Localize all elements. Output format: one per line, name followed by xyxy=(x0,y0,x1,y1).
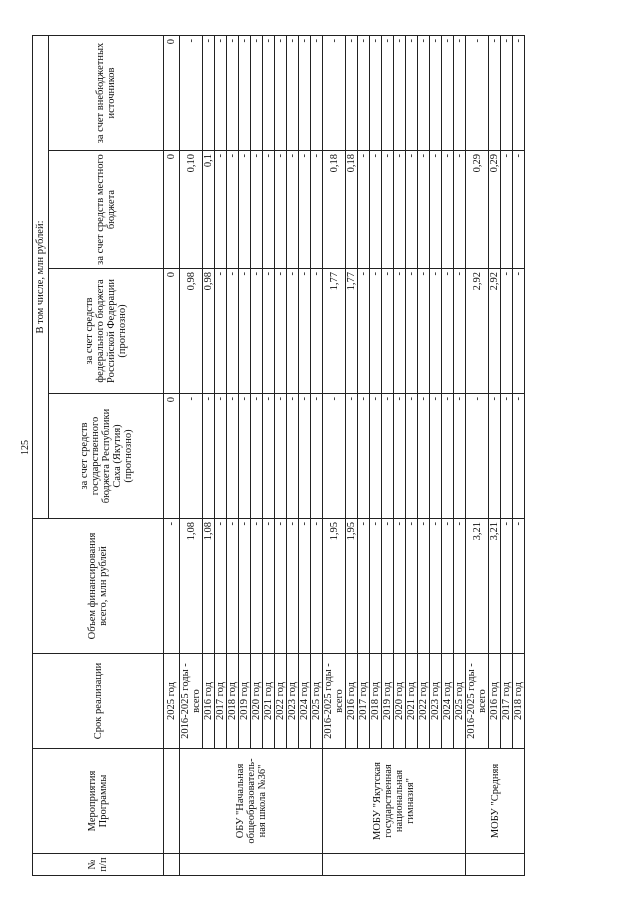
period-cell: 2022 год xyxy=(418,654,430,749)
period-cell: 2016 год xyxy=(346,654,358,749)
extra-cell: - xyxy=(215,35,227,150)
republic-cell: - xyxy=(358,394,370,519)
extra-cell: - xyxy=(323,35,346,150)
total-cell: - xyxy=(382,519,394,654)
local-cell: - xyxy=(287,151,299,269)
republic-cell: - xyxy=(454,394,466,519)
header-republic: за счет средств государственного бюджета Республики Саха (Якутия) (прогнозно) xyxy=(49,394,164,519)
federal-cell: - xyxy=(406,269,418,394)
period-cell: 2022 год xyxy=(275,654,287,749)
extra-cell: - xyxy=(203,35,215,150)
total-cell: - xyxy=(430,519,442,654)
federal-cell: - xyxy=(358,269,370,394)
federal-cell: - xyxy=(501,269,513,394)
period-cell: 2016-2025 годы - всего xyxy=(180,654,203,749)
republic-cell: - xyxy=(489,394,501,519)
period-cell: 2017 год xyxy=(215,654,227,749)
local-cell: - xyxy=(358,151,370,269)
total-cell: - xyxy=(287,519,299,654)
total-cell: - xyxy=(442,519,454,654)
period-cell: 2019 год xyxy=(382,654,394,749)
measure-name: МОБУ "Якутская государственная национальная гимназия" xyxy=(323,749,466,854)
table-row xyxy=(323,35,346,875)
period-cell: 2023 год xyxy=(430,654,442,749)
republic-cell: - xyxy=(299,394,311,519)
table-row xyxy=(164,35,180,875)
period-cell: 2019 год xyxy=(239,654,251,749)
extra-cell: - xyxy=(275,35,287,150)
period-cell: 2025 год xyxy=(454,654,466,749)
period-cell: 2017 год xyxy=(358,654,370,749)
total-cell: 1,95 xyxy=(346,519,358,654)
financing-table xyxy=(32,35,525,876)
republic-cell: - xyxy=(311,394,323,519)
federal-cell: 2,92 xyxy=(489,269,501,394)
page-number: 125 xyxy=(20,440,31,455)
total-cell: 1,95 xyxy=(323,519,346,654)
local-cell: - xyxy=(382,151,394,269)
republic-cell: - xyxy=(394,394,406,519)
measure-name: МОБУ "Средняя xyxy=(466,749,525,854)
federal-cell: 1,77 xyxy=(323,269,346,394)
period-cell: 2016 год xyxy=(203,654,215,749)
total-cell: - xyxy=(275,519,287,654)
local-cell: - xyxy=(311,151,323,269)
total-cell: 1,08 xyxy=(180,519,203,654)
federal-cell: - xyxy=(430,269,442,394)
federal-cell: - xyxy=(275,269,287,394)
local-cell: 0,29 xyxy=(489,151,501,269)
period-cell: 2023 год xyxy=(287,654,299,749)
total-cell: - xyxy=(311,519,323,654)
extra-cell: - xyxy=(287,35,299,150)
local-cell: - xyxy=(215,151,227,269)
extra-cell: - xyxy=(466,35,489,150)
extra-cell: - xyxy=(513,35,525,150)
federal-cell: - xyxy=(263,269,275,394)
republic-cell: - xyxy=(406,394,418,519)
extra-cell: - xyxy=(227,35,239,150)
period-cell: 2025 год xyxy=(311,654,323,749)
local-cell: - xyxy=(275,151,287,269)
period-cell: 2025 год xyxy=(164,654,180,749)
table-header xyxy=(33,35,164,875)
header-num: № п/п xyxy=(33,854,164,876)
local-cell: - xyxy=(394,151,406,269)
local-cell: 0,18 xyxy=(346,151,358,269)
period-cell: 2018 год xyxy=(513,654,525,749)
extra-cell: - xyxy=(251,35,263,150)
total-cell: - xyxy=(370,519,382,654)
num-cell xyxy=(323,854,466,876)
extra-cell: - xyxy=(418,35,430,150)
federal-cell: - xyxy=(287,269,299,394)
local-cell: - xyxy=(418,151,430,269)
period-cell: 2024 год xyxy=(442,654,454,749)
total-cell: - xyxy=(227,519,239,654)
local-cell: - xyxy=(442,151,454,269)
federal-cell: 1,77 xyxy=(346,269,358,394)
republic-cell: - xyxy=(370,394,382,519)
period-cell: 2018 год xyxy=(227,654,239,749)
period-cell: 2017 год xyxy=(501,654,513,749)
federal-cell: - xyxy=(418,269,430,394)
federal-cell: 2,92 xyxy=(466,269,489,394)
republic-cell: - xyxy=(180,394,203,519)
period-cell: 2021 год xyxy=(406,654,418,749)
header-local: за счет средств местного бюджета xyxy=(49,151,164,269)
header-federal: за счет средств федерального бюджета Российской Федерации (прогнозно) xyxy=(49,269,164,394)
extra-cell: - xyxy=(406,35,418,150)
local-cell: - xyxy=(263,151,275,269)
republic-cell: - xyxy=(287,394,299,519)
header-extra: за счет внебюджетных источников xyxy=(49,35,164,150)
extra-cell: - xyxy=(180,35,203,150)
extra-cell: - xyxy=(489,35,501,150)
rotated-page xyxy=(32,36,606,876)
republic-cell: - xyxy=(501,394,513,519)
federal-cell: - xyxy=(311,269,323,394)
num-cell xyxy=(180,854,323,876)
local-cell: 0,1 xyxy=(203,151,215,269)
local-cell: - xyxy=(406,151,418,269)
local-cell: - xyxy=(239,151,251,269)
period-cell: 2024 год xyxy=(299,654,311,749)
num-cell xyxy=(164,854,180,876)
period-cell: 2020 год xyxy=(394,654,406,749)
republic-cell: - xyxy=(239,394,251,519)
local-cell: - xyxy=(370,151,382,269)
total-cell: 3,21 xyxy=(466,519,489,654)
federal-cell: - xyxy=(370,269,382,394)
measure-name: ОБУ "Начальная общеобразователь-ная школа №36" xyxy=(180,749,323,854)
period-cell: 2016-2025 годы - всего xyxy=(323,654,346,749)
republic-cell: - xyxy=(263,394,275,519)
total-cell: - xyxy=(215,519,227,654)
federal-cell: - xyxy=(251,269,263,394)
local-cell: - xyxy=(227,151,239,269)
extra-cell: - xyxy=(239,35,251,150)
republic-cell: - xyxy=(430,394,442,519)
extra-cell: 0 xyxy=(164,35,180,150)
total-cell: - xyxy=(406,519,418,654)
table-body xyxy=(164,35,525,875)
header-period: Срок реализации xyxy=(33,654,164,749)
total-cell: - xyxy=(454,519,466,654)
local-cell: 0,29 xyxy=(466,151,489,269)
extra-cell: - xyxy=(501,35,513,150)
republic-cell: - xyxy=(203,394,215,519)
republic-cell: - xyxy=(323,394,346,519)
federal-cell: - xyxy=(513,269,525,394)
republic-cell: - xyxy=(275,394,287,519)
federal-cell: 0,98 xyxy=(203,269,215,394)
republic-cell: - xyxy=(418,394,430,519)
republic-cell: - xyxy=(466,394,489,519)
local-cell: - xyxy=(299,151,311,269)
federal-cell: - xyxy=(454,269,466,394)
header-measures: Мероприятия Программы xyxy=(33,749,164,854)
num-cell xyxy=(466,854,525,876)
federal-cell: - xyxy=(239,269,251,394)
extra-cell: - xyxy=(299,35,311,150)
republic-cell: - xyxy=(442,394,454,519)
federal-cell: 0 xyxy=(164,269,180,394)
extra-cell: - xyxy=(430,35,442,150)
table-row xyxy=(466,35,489,875)
extra-cell: - xyxy=(358,35,370,150)
local-cell: - xyxy=(501,151,513,269)
total-cell: 1,08 xyxy=(203,519,215,654)
federal-cell: - xyxy=(227,269,239,394)
federal-cell: - xyxy=(394,269,406,394)
total-cell: - xyxy=(263,519,275,654)
republic-cell: - xyxy=(227,394,239,519)
total-cell: - xyxy=(164,519,180,654)
local-cell: - xyxy=(454,151,466,269)
extra-cell: - xyxy=(442,35,454,150)
extra-cell: - xyxy=(370,35,382,150)
federal-cell: - xyxy=(215,269,227,394)
republic-cell: - xyxy=(382,394,394,519)
republic-cell: 0 xyxy=(164,394,180,519)
republic-cell: - xyxy=(251,394,263,519)
republic-cell: - xyxy=(215,394,227,519)
total-cell: - xyxy=(418,519,430,654)
total-cell: - xyxy=(358,519,370,654)
federal-cell: 0,98 xyxy=(180,269,203,394)
extra-cell: - xyxy=(394,35,406,150)
local-cell: 0 xyxy=(164,151,180,269)
total-cell: - xyxy=(394,519,406,654)
federal-cell: - xyxy=(299,269,311,394)
extra-cell: - xyxy=(311,35,323,150)
period-cell: 2020 год xyxy=(251,654,263,749)
header-total: Объем финансирования всего, млн рублей xyxy=(33,519,164,654)
federal-cell: - xyxy=(442,269,454,394)
local-cell: - xyxy=(251,151,263,269)
total-cell: - xyxy=(239,519,251,654)
header-incl: В том числе, млн рублей: xyxy=(33,35,49,518)
local-cell: 0,10 xyxy=(180,151,203,269)
period-cell: 2016 год xyxy=(489,654,501,749)
total-cell: - xyxy=(251,519,263,654)
extra-cell: - xyxy=(346,35,358,150)
extra-cell: - xyxy=(454,35,466,150)
extra-cell: - xyxy=(382,35,394,150)
measure-cell xyxy=(164,749,180,854)
republic-cell: - xyxy=(513,394,525,519)
federal-cell: - xyxy=(382,269,394,394)
republic-cell: - xyxy=(346,394,358,519)
total-cell: - xyxy=(501,519,513,654)
total-cell: 3,21 xyxy=(489,519,501,654)
local-cell: - xyxy=(513,151,525,269)
period-cell: 2016-2025 годы - всего xyxy=(466,654,489,749)
period-cell: 2018 год xyxy=(370,654,382,749)
period-cell: 2021 год xyxy=(263,654,275,749)
extra-cell: - xyxy=(263,35,275,150)
local-cell: 0,18 xyxy=(323,151,346,269)
local-cell: - xyxy=(430,151,442,269)
total-cell: - xyxy=(299,519,311,654)
table-row xyxy=(180,35,203,875)
total-cell: - xyxy=(513,519,525,654)
